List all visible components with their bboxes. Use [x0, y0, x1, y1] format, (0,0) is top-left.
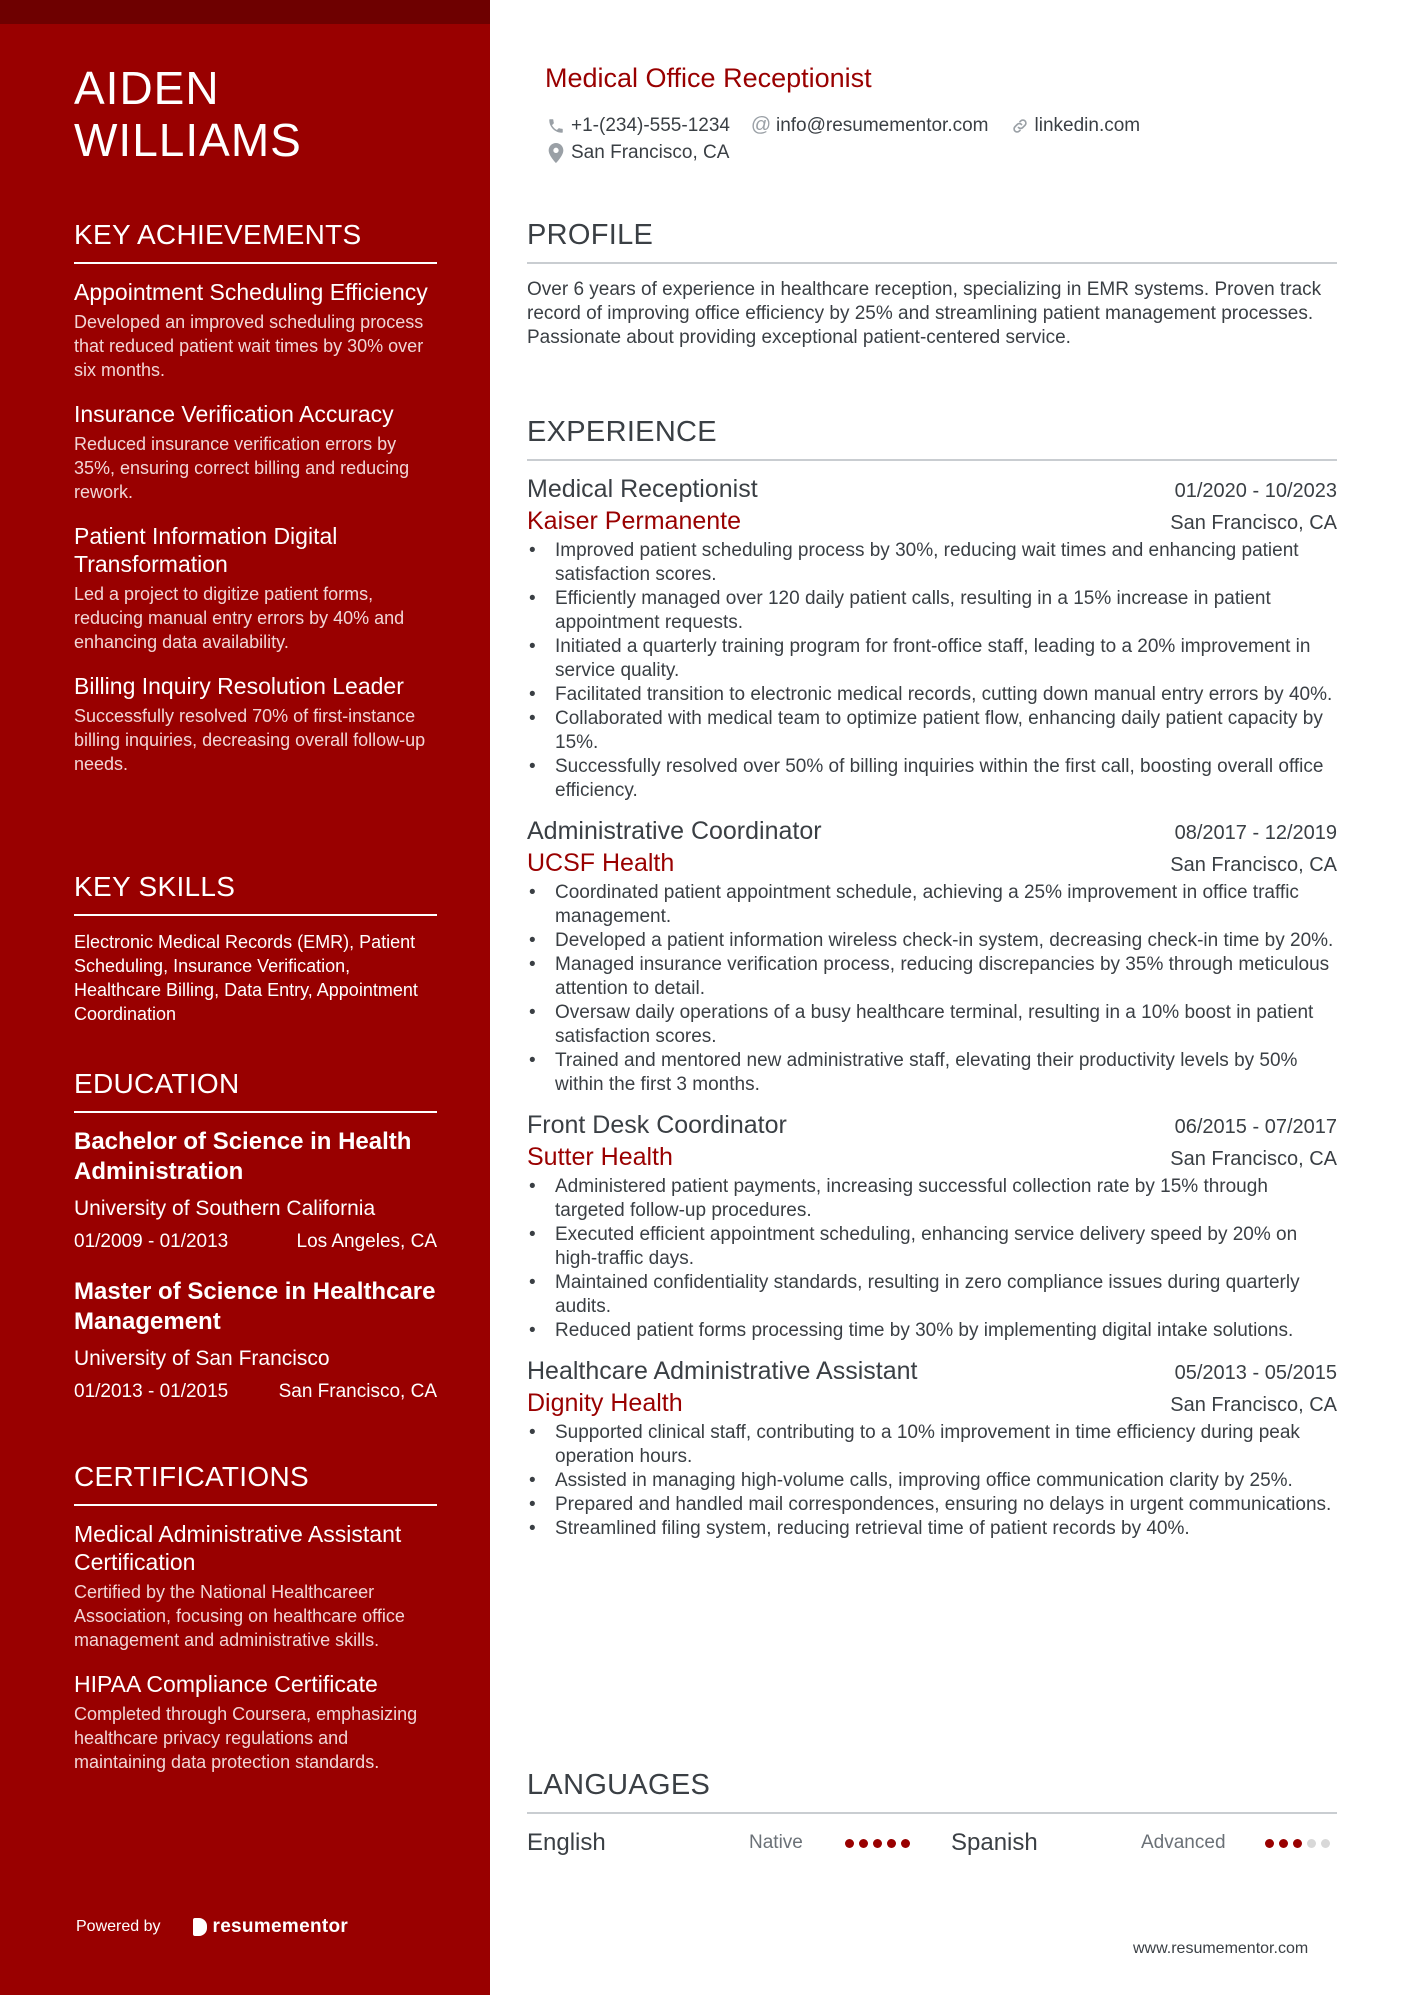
link-icon	[1009, 115, 1031, 137]
rating-dot-filled	[1265, 1839, 1274, 1848]
sidebar	[0, 0, 490, 1995]
job-dates: 01/2020 - 10/2023	[1174, 480, 1337, 502]
contact-location	[545, 142, 729, 164]
job-role: Healthcare Administrative Assistant	[527, 1357, 918, 1385]
job-bullets	[527, 1175, 1337, 1343]
education-dates: 01/2013 - 01/2015	[74, 1381, 229, 1402]
language-rating	[1265, 1839, 1337, 1848]
footer-url[interactable]: www.resumementor.com	[1133, 1940, 1309, 1957]
bullet-item: • Coordinated patient appointment schedule, achieving a 25% improvement in office traffic management.	[527, 881, 1337, 929]
contact-info	[545, 112, 1325, 166]
at-sign-icon: @	[750, 114, 772, 136]
job-company: Sutter Health	[527, 1143, 673, 1171]
education-location: Los Angeles, CA	[296, 1231, 437, 1252]
skills-list: Electronic Medical Records (EMR), Patient Scheduling, Insurance Verification, Healthcare Billing, Data Entry, Appointment Coordination	[74, 932, 418, 1024]
rating-dot-filled	[887, 1839, 896, 1848]
experience-section	[527, 415, 1337, 1541]
rating-dot-filled	[859, 1839, 868, 1848]
section-heading: CERTIFICATIONS	[74, 1460, 437, 1506]
bullet-item: • Oversaw daily operations of a busy healthcare terminal, resulting in a 10% boost in patient satisfaction scores.	[527, 1001, 1337, 1049]
bullet-item: • Assisted in managing high-volume calls, improving office communication clarity by 25%.	[527, 1469, 1337, 1493]
rating-dot-empty	[1321, 1839, 1330, 1848]
job-bullets	[527, 539, 1337, 803]
bullet-item: • Trained and mentored new administrative staff, elevating their productivity levels by 50% within the first 3 months.	[527, 1049, 1337, 1097]
bullet-item: • Reduced patient forms processing time by 30% by implementing digital intake solutions.	[527, 1319, 1337, 1343]
language-rating	[845, 1839, 951, 1848]
education-degree: Master of Science in Healthcare Management	[74, 1278, 436, 1335]
linkedin-text: linkedin.com	[1034, 114, 1141, 136]
certification-desc: Certified by the National Healthcareer Association, focusing on healthcare office management and administrative skills.	[74, 1582, 405, 1650]
languages-section	[527, 1768, 1337, 1860]
location-pin-icon	[545, 142, 567, 164]
bullet-item: • Facilitated transition to electronic medical records, cutting down manual entry errors by 40%.	[527, 683, 1337, 707]
education-item	[74, 1277, 437, 1405]
bullet-item: • Streamlined filing system, reducing retrieval time of patient records by 40%.	[527, 1517, 1337, 1541]
achievement-title: Insurance Verification Accuracy	[74, 401, 394, 427]
profile-section	[527, 218, 1337, 350]
bullet-item: • Efficiently managed over 120 daily patient calls, resulting in a 15% increase in patient appointment requests.	[527, 587, 1337, 635]
rating-dot-empty	[1307, 1839, 1316, 1848]
brand-name: resumementor	[212, 1916, 349, 1937]
achievement-title: Appointment Scheduling Efficiency	[74, 279, 428, 305]
education-meta	[74, 1379, 437, 1405]
education-section	[74, 1067, 437, 1427]
achievement-desc: Led a project to digitize patient forms, reducing manual entry errors by 40% and enhancing data availability.	[74, 584, 405, 652]
phone-icon	[545, 115, 567, 137]
bullet-item: • Supported clinical staff, contributing to a 10% improvement in time efficiency during peak operation hours.	[527, 1421, 1337, 1469]
rating-dot-filled	[901, 1839, 910, 1848]
experience-item	[527, 1109, 1337, 1343]
job-role: Administrative Coordinator	[527, 817, 822, 845]
section-heading: PROFILE	[527, 218, 1337, 264]
key-achievements-section	[74, 218, 437, 794]
education-school: University of San Francisco	[74, 1347, 330, 1370]
bullet-item: • Collaborated with medical team to optimize patient flow, enhancing daily patient capacity by 15%.	[527, 707, 1337, 755]
job-company: Kaiser Permanente	[527, 507, 742, 535]
certification-item	[74, 1670, 437, 1774]
rating-dot-filled	[1279, 1839, 1288, 1848]
education-meta	[74, 1229, 437, 1255]
job-location: San Francisco, CA	[1170, 1394, 1337, 1416]
bullet-item: • Improved patient scheduling process by 30%, reducing wait times and enhancing patient satisfaction scores.	[527, 539, 1337, 587]
name-last: WILLIAMS	[74, 114, 302, 166]
section-heading: LANGUAGES	[527, 1768, 1337, 1814]
job-dates: 06/2015 - 07/2017	[1174, 1116, 1337, 1138]
achievement-item	[74, 672, 437, 776]
achievement-item	[74, 278, 437, 382]
job-bullets	[527, 881, 1337, 1097]
phone-text: +1-(234)-555-1234	[571, 114, 730, 136]
contact-email[interactable]	[750, 115, 989, 137]
email-text: info@resumementor.com	[775, 114, 989, 136]
achievement-item	[74, 522, 437, 654]
languages-row	[527, 1826, 1337, 1860]
education-location: San Francisco, CA	[278, 1381, 437, 1402]
contact-linkedin[interactable]	[1009, 115, 1141, 137]
rating-dot-filled	[1293, 1839, 1302, 1848]
certification-title: HIPAA Compliance Certificate	[74, 1671, 378, 1697]
achievement-item	[74, 400, 437, 504]
achievement-title: Billing Inquiry Resolution Leader	[74, 673, 404, 699]
job-title: Medical Office Receptionist	[545, 63, 872, 93]
job-location: San Francisco, CA	[1170, 854, 1337, 876]
certifications-section	[74, 1460, 437, 1792]
job-location: San Francisco, CA	[1170, 1148, 1337, 1170]
achievement-desc: Successfully resolved 70% of first-instance billing inquiries, decreasing overall follow-up needs.	[74, 706, 426, 774]
education-school: University of Southern California	[74, 1197, 376, 1220]
candidate-name	[74, 62, 454, 166]
job-role: Front Desk Coordinator	[527, 1111, 787, 1139]
bullet-item: • Administered patient payments, increasing successful collection rate by 15% through targeted follow-up procedures.	[527, 1175, 1337, 1223]
experience-item	[527, 473, 1337, 803]
rating-dot-filled	[873, 1839, 882, 1848]
certification-title: Medical Administrative Assistant Certification	[74, 1521, 402, 1575]
section-heading: KEY SKILLS	[74, 870, 437, 916]
bullet-item: • Successfully resolved over 50% of billing inquiries within the first call, boosting overall office efficiency.	[527, 755, 1337, 803]
language-level: Native	[749, 1832, 803, 1853]
job-dates: 08/2017 - 12/2019	[1174, 822, 1337, 844]
bullet-item: • Developed a patient information wireless check-in system, decreasing check-in time by 20%.	[527, 929, 1337, 953]
contact-phone[interactable]	[545, 115, 730, 137]
bullet-item: • Maintained confidentiality standards, resulting in zero compliance issues during quarterly audits.	[527, 1271, 1337, 1319]
powered-by-label: Powered by	[76, 1918, 161, 1935]
education-dates: 01/2009 - 01/2013	[74, 1231, 229, 1252]
bullet-item: • Executed efficient appointment scheduling, enhancing service delivery speed by 20% on high-traffic days.	[527, 1223, 1337, 1271]
job-company: UCSF Health	[527, 849, 675, 877]
job-bullets	[527, 1421, 1337, 1541]
certification-item	[74, 1520, 437, 1652]
education-degree: Bachelor of Science in Health Administration	[74, 1128, 412, 1185]
section-heading: EXPERIENCE	[527, 415, 1337, 461]
achievement-title: Patient Information Digital Transformation	[74, 523, 338, 577]
bullet-item: • Prepared and handled mail correspondences, ensuring no delays in urgent communications.	[527, 1493, 1337, 1517]
experience-item	[527, 815, 1337, 1097]
language-level: Advanced	[1141, 1832, 1226, 1853]
language-name: English	[527, 1829, 606, 1856]
brand-mark-icon	[193, 1918, 207, 1936]
achievement-desc: Reduced insurance verification errors by 35%, ensuring correct billing and reducing rework.	[74, 434, 410, 502]
name-first: AIDEN	[74, 62, 220, 114]
language-name: Spanish	[951, 1829, 1038, 1856]
education-item	[74, 1127, 437, 1255]
profile-summary: Over 6 years of experience in healthcare reception, specializing in EMR systems. Proven track record of improving office efficiency by 25% and streamlining patient management processes. Passionate about providing exceptional patient-centered service.	[527, 279, 1322, 348]
experience-item	[527, 1355, 1337, 1541]
rating-dot-filled	[845, 1839, 854, 1848]
bullet-item: • Managed insurance verification process, reducing discrepancies by 35% through meticulous attention to detail.	[527, 953, 1337, 1001]
job-dates: 05/2013 - 05/2015	[1174, 1362, 1337, 1384]
brand-logo[interactable]	[193, 1916, 349, 1938]
job-company: Dignity Health	[527, 1389, 683, 1417]
job-role: Medical Receptionist	[527, 475, 758, 503]
sidebar-top-band	[0, 0, 490, 24]
location-text: San Francisco, CA	[571, 141, 730, 163]
section-heading: EDUCATION	[74, 1067, 437, 1113]
bullet-item: • Initiated a quarterly training program for front-office staff, leading to a 20% improvement in service quality.	[527, 635, 1337, 683]
job-location: San Francisco, CA	[1170, 512, 1337, 534]
certification-desc: Completed through Coursera, emphasizing healthcare privacy regulations and maintaining data protection standards.	[74, 1704, 418, 1772]
section-heading: KEY ACHIEVEMENTS	[74, 218, 437, 264]
key-skills-section	[74, 870, 437, 1026]
powered-by	[76, 1916, 348, 1938]
achievement-desc: Developed an improved scheduling process that reduced patient wait times by 30% over six months.	[74, 312, 424, 380]
